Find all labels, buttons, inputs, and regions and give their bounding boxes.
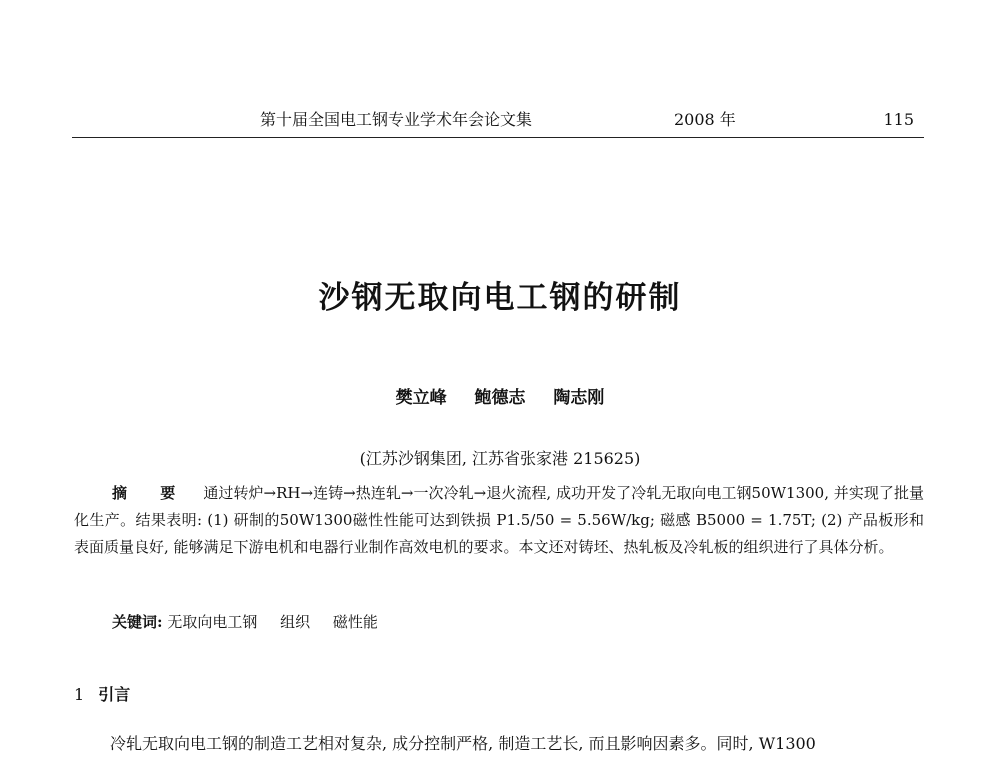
header-rule [72,137,924,138]
affiliation: (江苏沙钢集团, 江苏省张家港 215625) [359,449,641,468]
keyword: 磁性能 [332,613,378,631]
section-title: 引言 [98,685,131,704]
keywords-label: 关键词: [112,613,163,631]
author-name: 鲍德志 [474,388,526,408]
paper-title: 沙钢无取向电工钢的研制 [318,280,682,316]
author-list [0,385,1000,411]
page-number: 115 [883,110,914,129]
keyword: 组织 [280,613,311,631]
author-name: 樊立峰 [395,388,447,408]
keywords [112,610,912,634]
author-name: 陶志刚 [553,388,605,408]
section-heading [74,683,130,707]
running-header [72,108,922,132]
introduction-paragraph: 冷轧无取向电工钢的制造工艺相对复杂, 成分控制严格, 制造工艺长, 而且影响因素多。同时, W1300 [110,734,816,753]
keyword: 无取向电工钢 [167,613,258,631]
abstract-label: 摘 要 [112,484,190,502]
abstract [74,480,924,561]
abstract-text: 通过转炉→RH→连铸→热连轧→一次冷轧→退火流程, 成功开发了冷轧无取向电工钢50W1300, 并实现了批量化生产。结果表明: (1) 研制的50W1300磁性性能可达到铁损 P1.5/50 = 5.56W/kg; 磁感 B5000 = 1.75T; (2) 产品板形和表面质量良好, 能够满足下游电机和电器行业制作高效电机的要求。本文还对铸坯、热轧板及冷轧板的组织进行了具体分析。 [74,484,924,556]
journal-title: 第十届全国电工钢专业学术年会论文集 [260,110,533,129]
publication-year: 2008 年 [674,110,736,129]
section-number: 1 [74,685,85,704]
